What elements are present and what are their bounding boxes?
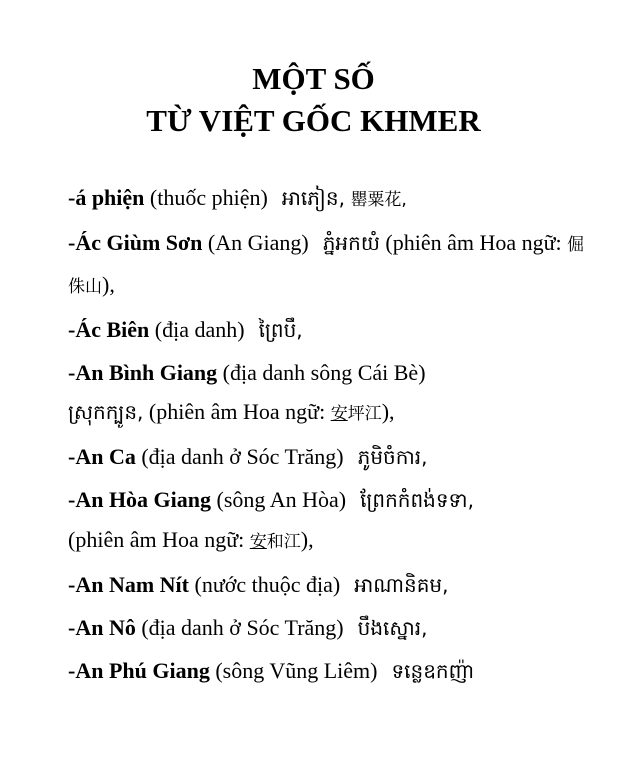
entry-description: (địa danh) bbox=[149, 317, 245, 342]
entry-description: (thuốc phiện) bbox=[144, 185, 268, 210]
page-title bbox=[40, 58, 587, 142]
entry-khmer: បឹងស្នោរ, bbox=[357, 616, 428, 640]
entry-description: (địa danh ở Sóc Trăng) bbox=[135, 444, 344, 469]
entry-note-prefix: (phiên âm Hoa ngữ: bbox=[68, 527, 250, 552]
entry-han-rest: 倔侏山 bbox=[68, 235, 585, 297]
entry-note-prefix: (phiên âm Hoa ngữ: bbox=[379, 230, 568, 255]
entry-description: (nước thuộc địa) bbox=[189, 572, 341, 597]
entry-description: (sông Vũng Liêm) bbox=[209, 658, 378, 683]
title-line-2: TỪ VIỆT GỐC KHMER bbox=[146, 103, 481, 138]
entry-khmer: ទន្លេឧកញ៉ា bbox=[391, 659, 474, 683]
entry-an-phu-giang bbox=[68, 651, 587, 691]
entry-ac-gium-son bbox=[68, 223, 587, 307]
entry-term: -Ác Giùm Sơn bbox=[68, 230, 203, 255]
entry-khmer: អាភៀន, bbox=[281, 186, 345, 210]
entry-note-suffix: ), bbox=[381, 399, 395, 424]
title-line-1: MỘT SỐ bbox=[252, 61, 375, 96]
entry-note-suffix: ), bbox=[102, 272, 115, 297]
entry-khmer: ភូមិចំការ, bbox=[357, 445, 428, 469]
entry-term: -An Bình Giang bbox=[68, 360, 218, 385]
entry-term: -Ác Biên bbox=[68, 317, 150, 342]
entry-han bbox=[250, 532, 301, 552]
entry-term: -An Ca bbox=[68, 444, 136, 469]
entry-khmer: ភ្នំអកយំ bbox=[322, 231, 380, 255]
entry-note-suffix: ), bbox=[300, 527, 314, 552]
entry-list bbox=[68, 178, 587, 691]
entry-note-prefix: (phiên âm Hoa ngữ: bbox=[143, 399, 331, 424]
entry-an-no bbox=[68, 608, 587, 648]
entry-khmer: ព្រៃបឹ, bbox=[258, 318, 303, 342]
entry-han-first: 安 bbox=[330, 404, 348, 424]
entry-an-nam-nit bbox=[68, 565, 587, 605]
entry-term: -á phiện bbox=[68, 185, 145, 210]
entry-khmer: ស្រុកក្បូន, bbox=[68, 400, 144, 424]
entry-han-rest: 和江 bbox=[266, 532, 301, 552]
entry-description: (địa danh ở Sóc Trăng) bbox=[135, 615, 344, 640]
entry-a-phien bbox=[68, 178, 587, 220]
entry-term: -An Phú Giang bbox=[68, 658, 210, 683]
entry-han-rest: 坪江 bbox=[347, 404, 382, 424]
entry-description: (sông An Hòa) bbox=[211, 487, 347, 512]
entry-han-first: 安 bbox=[249, 532, 267, 552]
entry-khmer: ព្រែកកំពង់ទទា, bbox=[360, 488, 474, 512]
entry-term: -An Nam Nít bbox=[68, 572, 189, 597]
entry-an-hoa-giang bbox=[68, 480, 587, 562]
entry-han: 罌粟花, bbox=[350, 190, 407, 210]
entry-han bbox=[331, 404, 382, 424]
entry-an-ca bbox=[68, 437, 587, 477]
entry-an-binh-giang bbox=[68, 353, 587, 434]
entry-term: -An Hòa Giang bbox=[68, 487, 212, 512]
entry-ac-bien bbox=[68, 310, 587, 350]
entry-description: (An Giang) bbox=[202, 230, 309, 255]
entry-khmer: អាណានិគម, bbox=[354, 573, 449, 597]
entry-description: (địa danh sông Cái Bè) bbox=[217, 360, 426, 385]
entry-term: -An Nô bbox=[68, 615, 136, 640]
